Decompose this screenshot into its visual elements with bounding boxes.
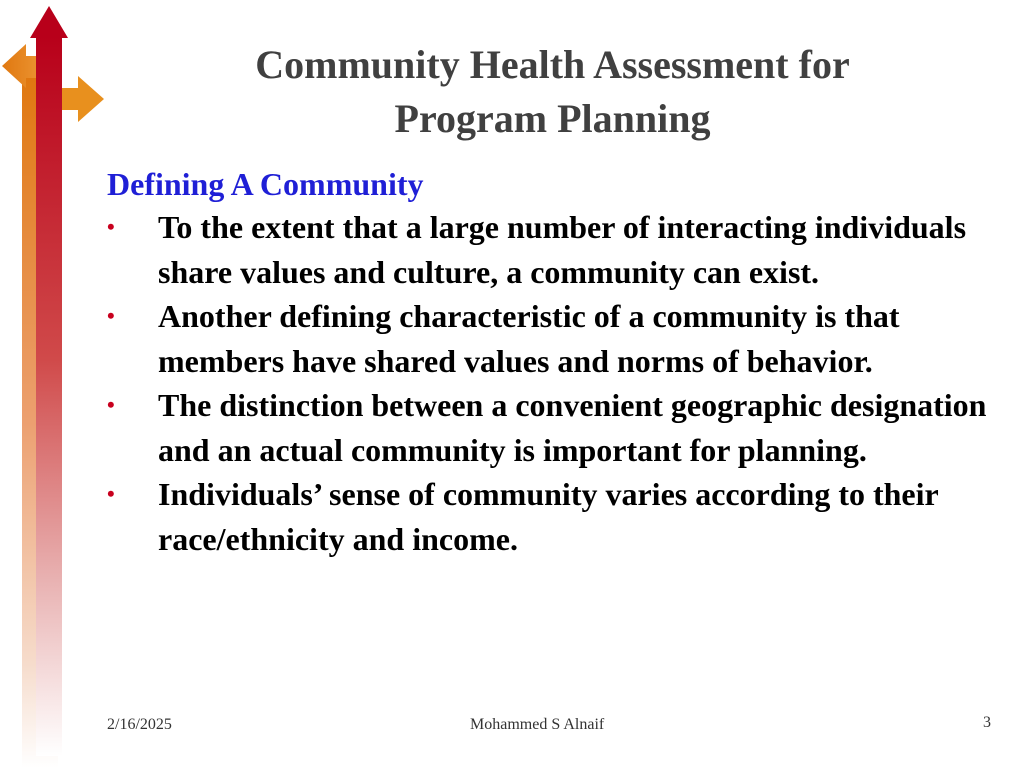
- up-arrow-icon: [30, 6, 68, 38]
- bullet-marker: •: [107, 481, 115, 506]
- bullet-item: [107, 383, 997, 472]
- right-arrow-icon: [58, 76, 104, 122]
- bullet-marker: •: [107, 303, 115, 328]
- bullet-text: The distinction between a convenient geographic designation and an actual community is important for planning.: [158, 387, 987, 468]
- arrows-decoration: [0, 0, 110, 768]
- section-heading: Defining A Community: [107, 166, 424, 202]
- slide-title: [150, 38, 955, 146]
- page-number: 3: [983, 714, 991, 731]
- title-line-2: Program Planning: [394, 96, 711, 141]
- footer-date: 2/16/2025: [107, 716, 172, 733]
- bullet-text: Individuals’ sense of community varies according to their race/ethnicity and income.: [158, 476, 939, 557]
- bullet-marker: •: [107, 392, 115, 417]
- bullet-list: [107, 205, 997, 561]
- bullet-text: To the extent that a large number of interacting individuals share values and culture, a community can exist.: [158, 209, 967, 290]
- footer-author: Mohammed S Alnaif: [470, 716, 605, 733]
- title-line-1: Community Health Assessment for: [255, 42, 850, 87]
- bullet-item: [107, 294, 997, 383]
- bullet-marker: •: [107, 214, 115, 239]
- red-arrow-shaft: [36, 36, 62, 756]
- bullet-item: [107, 205, 997, 294]
- bullet-item: [107, 472, 997, 561]
- bullet-text: Another defining characteristic of a community is that members have shared values and norms of behavior.: [158, 298, 900, 379]
